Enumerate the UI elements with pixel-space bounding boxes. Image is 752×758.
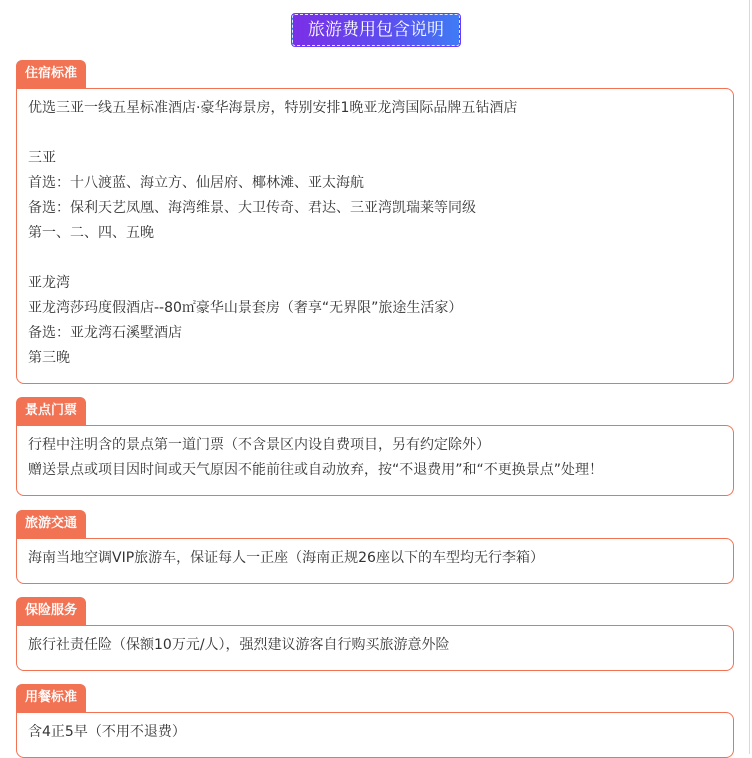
content-line: 亚龙湾 (28, 275, 70, 291)
section-content-meals (16, 712, 734, 758)
section-content-transport (16, 538, 734, 584)
right-scroll-edge (749, 0, 750, 754)
content-line: 海南当地空调VIP旅游车，保证每人一正座（海南正规26座以下的车型均无行李箱） (28, 550, 544, 566)
content-line: 首选：十八渡蓝、海立方、仙居府、椰林滩、亚太海航 (28, 175, 364, 191)
section-content-tickets (16, 425, 734, 496)
content-line: 备选：亚龙湾石溪墅酒店 (28, 325, 182, 341)
page-title: 旅游费用包含说明 (292, 14, 460, 46)
content-line (28, 121, 722, 146)
content-line: 含4正5早（不用不退费） (28, 724, 186, 740)
section-tag-tickets: 景点门票 (16, 397, 86, 425)
section-content-accommodation (16, 88, 734, 384)
section-tag-meals: 用餐标准 (16, 684, 86, 712)
content-line: 三亚 (28, 150, 56, 166)
content-line (28, 246, 722, 271)
content-line: 亚龙湾莎玛度假酒店--80㎡豪华山景套房（奢享“无界限”旅途生活家） (28, 300, 463, 316)
content-line: 第一、二、四、五晚 (28, 225, 154, 241)
content-line: 行程中注明含的景点第一道门票（不含景区内设自费项目，另有约定除外） (28, 437, 490, 453)
content-line: 备选：保利天艺凤凰、海湾维景、大卫传奇、君达、三亚湾凯瑞莱等同级 (28, 200, 476, 216)
section-tag-transport: 旅游交通 (16, 510, 86, 538)
section-tag-accommodation: 住宿标准 (16, 60, 86, 88)
content-line: 第三晚 (28, 350, 70, 366)
content-line: 旅行社责任险（保额10万元/人），强烈建议游客自行购买旅游意外险 (28, 637, 450, 653)
section-content-insurance (16, 625, 734, 671)
title-bar (0, 14, 752, 46)
content-line: 赠送景点或项目因时间或天气原因不能前往或自动放弃，按“不退费用”和“不更换景点”处理！ (28, 462, 604, 478)
content-line: 优选三亚一线五星标准酒店·豪华海景房，特别安排1晚亚龙湾国际品牌五钻酒店 (28, 100, 518, 116)
section-tag-insurance: 保险服务 (16, 597, 86, 625)
